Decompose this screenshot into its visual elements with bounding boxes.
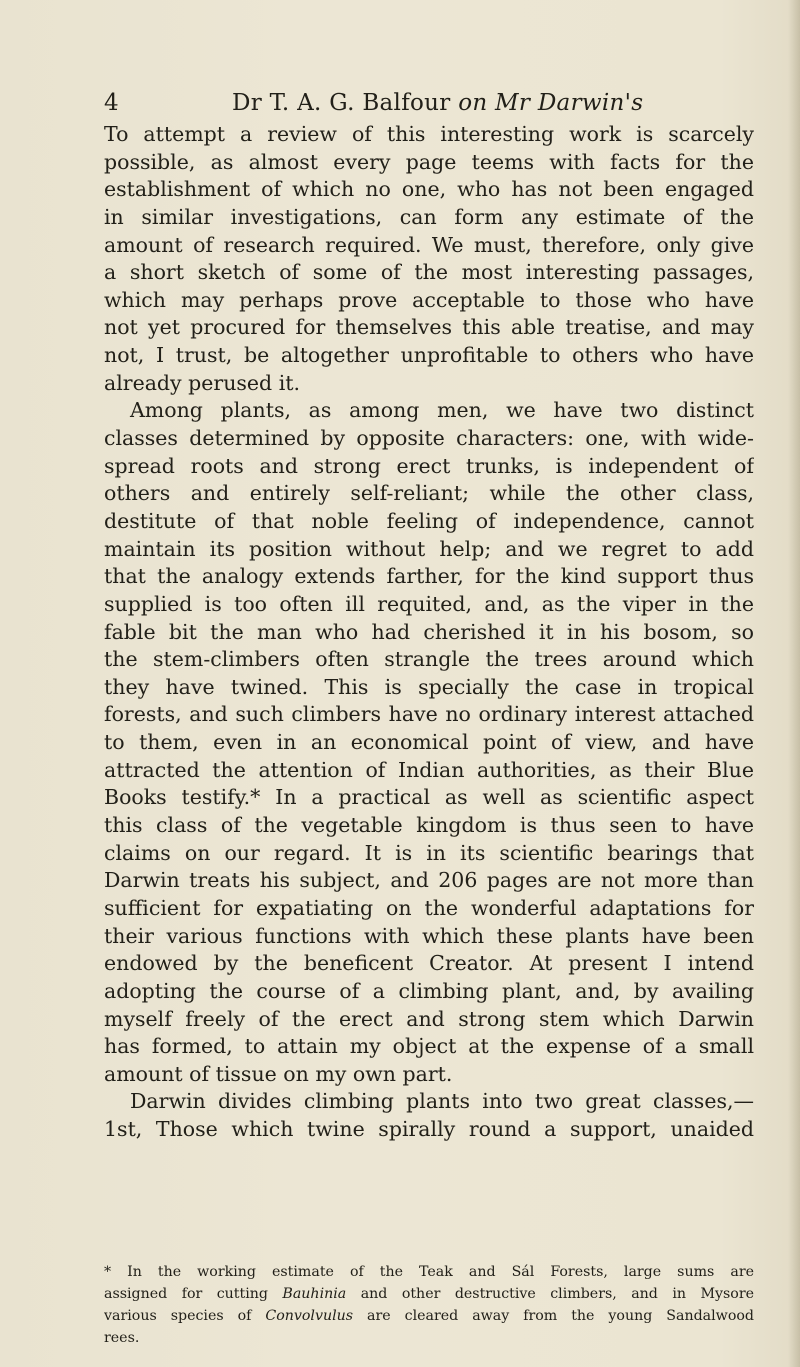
- paragraph: [104, 1088, 754, 1143]
- text-line: maintain its position without help; and we regret to add: [104, 536, 754, 561]
- footnote: [104, 1262, 754, 1350]
- text-line: this class of the vegetable kingdom is thus seen to have: [104, 813, 754, 838]
- footnote-line: * In the working estimate of the Teak and Sál Forests, large sums are: [104, 1264, 754, 1280]
- footnote-line: rees.: [104, 1329, 140, 1346]
- text-line: Darwin treats his subject, and 206 pages are not more than: [104, 868, 754, 893]
- text-line: endowed by the beneficent Creator. At present I intend: [104, 951, 754, 976]
- text-line: adopting the course of a climbing plant, and, by availing: [104, 978, 754, 1003]
- page-edge-shadow: [788, 0, 800, 1367]
- text-line: attracted the attention of Indian authorities, as their Blue: [104, 757, 754, 782]
- text-line: 1st, Those which twine spirally round a support, unaided: [104, 1117, 754, 1142]
- footnote-genus: Convolvulus: [265, 1307, 354, 1324]
- text-line: forests, and such climbers have no ordinary interest attached: [104, 702, 754, 727]
- text-line: Among plants, as among men, we have two distinct: [130, 398, 754, 423]
- text-line: To attempt a review of this interesting work is scarcely: [104, 122, 754, 146]
- paragraph: [104, 397, 754, 1088]
- footnote-text: various species of: [104, 1307, 266, 1324]
- text-line: classes determined by opposite characters: one, with wide-: [104, 426, 754, 451]
- running-title: [232, 86, 643, 120]
- text-line: possible, as almost every page teems with facts for the: [104, 149, 754, 174]
- paragraph: [104, 121, 754, 397]
- text-line: to them, even in an economical point of view, and have: [104, 730, 754, 755]
- text-line: in similar investigations, can form any estimate of the: [104, 204, 754, 229]
- body-text: [104, 121, 754, 1144]
- text-line: their various functions with which these plants have been: [104, 923, 754, 948]
- text-line: that the analogy extends farther, for the kind support thus: [104, 564, 754, 589]
- page-number: 4: [104, 90, 119, 116]
- footnote-line: [104, 1284, 754, 1306]
- footnote-line: [104, 1306, 754, 1328]
- text-line: the stem-climbers often strangle the trees around which: [104, 647, 754, 672]
- text-line: they have twined. This is specially the case in tropical: [104, 674, 754, 699]
- text-line: amount of research required. We must, therefore, only give: [104, 232, 754, 257]
- footnote-genus: Bauhinia: [282, 1285, 347, 1302]
- text-line: which may perhaps prove acceptable to those who have: [104, 287, 754, 312]
- text-line: Books testify.* In a practical as well as scientific aspect: [104, 785, 754, 810]
- text-line: claims on our regard. It is in its scientific bearings that: [104, 840, 754, 865]
- text-line: myself freely of the erect and strong stem which Darwin: [104, 1006, 754, 1031]
- text-line: has formed, to attain my object at the expense of a small: [104, 1034, 754, 1059]
- text-line: already perused it.: [104, 370, 301, 395]
- running-title-subject: on Mr Darwin's: [458, 90, 644, 116]
- running-title-author: Dr T. A. G. Balfour: [232, 90, 459, 116]
- text-line: supplied is too often ill requited, and, as the viper in the: [104, 591, 754, 616]
- text-line: destitute of that noble feeling of independence, cannot: [104, 508, 754, 533]
- footnote-text: and other destructive climbers, and in Mysore: [346, 1285, 754, 1302]
- text-line: establishment of which no one, who has not been engaged: [104, 177, 754, 202]
- text-line: others and entirely self-reliant; while the other class,: [104, 481, 754, 506]
- text-line: a short sketch of some of the most interesting passages,: [104, 260, 754, 285]
- footnote-text: are cleared away from the young Sandalwood: [353, 1307, 754, 1324]
- text-line: sufficient for expatiating on the wonderful adaptations for: [104, 895, 754, 920]
- text-line: not yet procured for themselves this able treatise, and may: [104, 315, 754, 340]
- running-head: [104, 86, 704, 120]
- text-line: not, I trust, be altogether unprofitable to others who have: [104, 343, 754, 368]
- text-line: amount of tissue on my own part.: [104, 1061, 453, 1086]
- text-line: fable bit the man who had cherished it in his bosom, so: [104, 619, 754, 644]
- text-line: Darwin divides climbing plants into two great classes,—: [130, 1089, 754, 1114]
- footnote-text: assigned for cutting: [104, 1285, 283, 1302]
- text-line: spread roots and strong erect trunks, is independent of: [104, 453, 754, 478]
